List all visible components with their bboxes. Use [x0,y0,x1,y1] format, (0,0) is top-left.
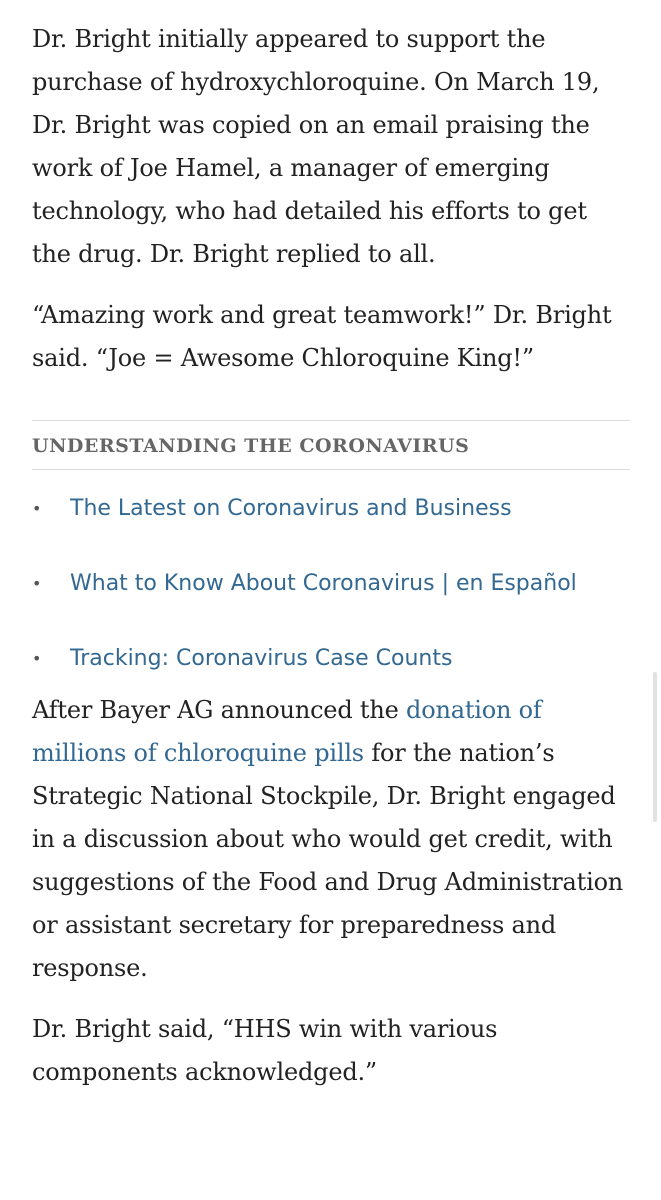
bullet-icon: • [32,574,42,593]
article-body [32,18,632,1094]
paragraph-4: Dr. Bright said, “HHS win with various components acknowledged.” [32,1015,498,1086]
list-item [32,638,630,680]
scrollbar[interactable] [653,672,657,822]
link-latest-coronavirus-business[interactable]: The Latest on Coronavirus and Business [70,496,512,521]
paragraph-1: Dr. Bright initially appeared to support the purchase of hydroxychloroquine. On March 19, Dr. Bright was copied on an email praising the work of Joe Hamel, a manager of emerging technology, who had detailed his efforts to get the drug. Dr. Bright replied to all. [32,25,600,268]
coronavirus-module [32,420,630,680]
module-link-list [32,470,630,680]
list-item [32,488,630,530]
paragraph-3-text-start: After Bayer AG announced the [32,696,407,724]
paragraph-2: “Amazing work and great teamwork!” Dr. Bright said. “Joe = Awesome Chloroquine King!” [32,301,612,372]
paragraph-3 [32,689,632,990]
bullet-icon: • [32,649,42,668]
link-what-to-know-coronavirus[interactable]: What to Know About Coronavirus | en Español [70,571,577,596]
paragraph-3-text-end: for the nation’s Strategic National Stockpile, Dr. Bright engaged in a discussion about who would get credit, with suggestions of the Food and Drug Administration or assistant secretary for preparedness and response. [32,739,624,982]
list-item [32,563,630,605]
link-chloroquine-donation[interactable]: donation of millions of chloroquine pills [32,696,542,767]
module-heading: UNDERSTANDING THE CORONAVIRUS [32,421,630,470]
link-tracking-case-counts[interactable]: Tracking: Coronavirus Case Counts [70,646,453,671]
bullet-icon: • [32,499,42,518]
